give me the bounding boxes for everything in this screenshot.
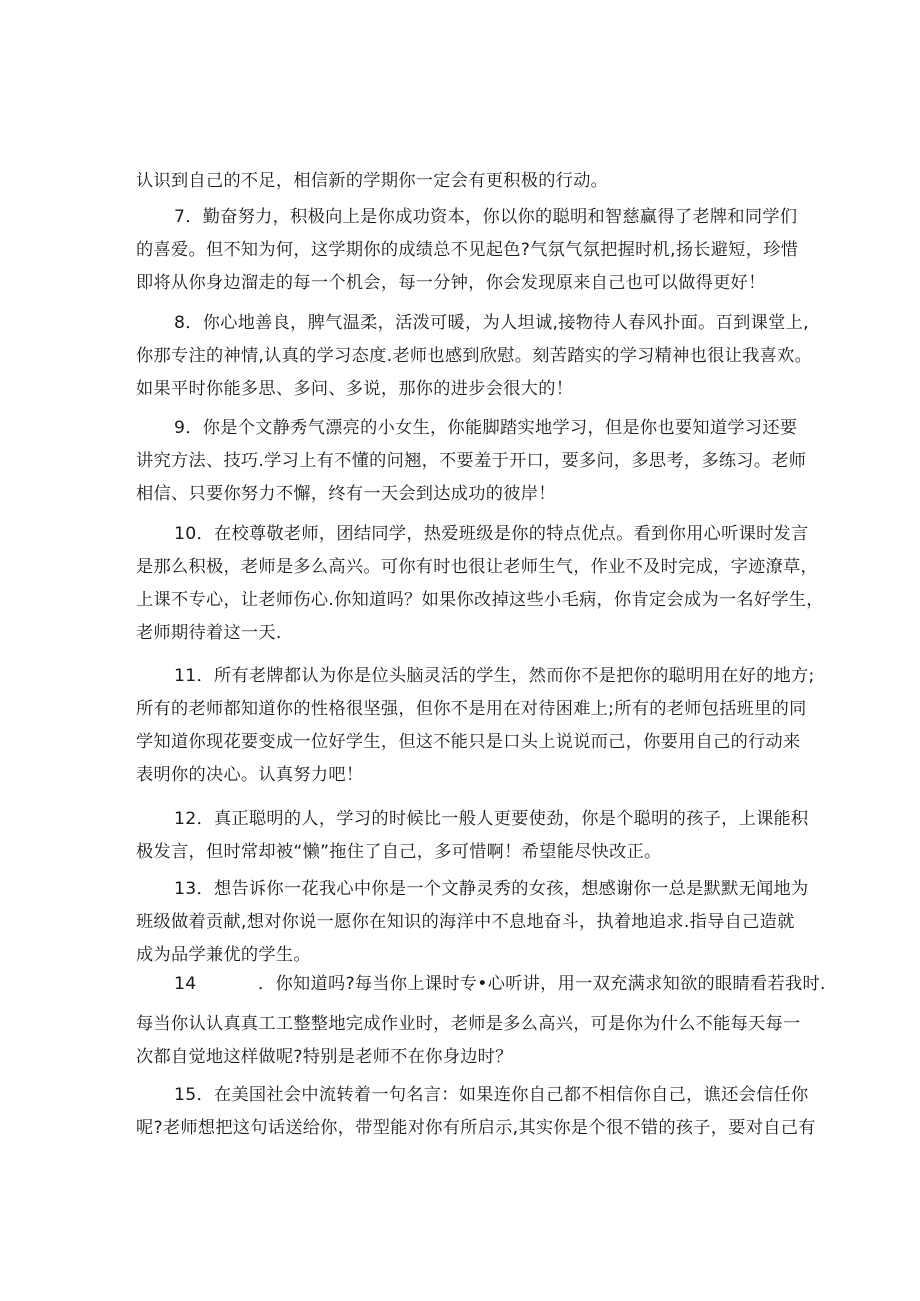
text-line: 极发言，但时常却被“懒”拖住了自己，多可惜啊！希望能尽快改正。 (136, 842, 662, 862)
paragraph-7 (136, 201, 799, 300)
text-line: 上课不专心，让老师伤心.你知道吗？如果你改掉这些小毛病，你肯定会成为一名好学生， (136, 590, 824, 610)
text-line: 相信、只要你努力不懈，终有一天会到达成功的彼岸！ (136, 484, 556, 504)
text-line: 13．想告诉你一花我心中你是一个文静灵秀的女孩，想感谢你一总是默默无闻地为 (174, 879, 809, 899)
text-line: 12．真正聪明的人，学习的时候比一般人更要使劲，你是个聪明的孩子，上课能积 (174, 809, 809, 829)
text-line: 你那专注的神情,认真的学习态度.老师也感到欣慰。刻苦踏实的学习精神也很让我喜欢。 (136, 346, 813, 366)
paragraph-8 (136, 307, 813, 406)
text-line: 8．你心地善良，脾气温柔，活泼可暖，为人坦诚,接物待人春风扑面。百到课堂上, (174, 313, 809, 333)
text-line: 是那么积极，老师是多么高兴。可你有时也很让老师生气，作业不及时完成，字迹潦草， (136, 557, 819, 577)
text-line: 老师期待着这一天. (136, 623, 282, 643)
text-line: 如果平时你能多思、多问、多说，那你的进步会很大的！ (136, 379, 574, 399)
text-line: 次都自觉地这样做呢?特别是老师不在你身边时？ (136, 1047, 513, 1067)
text-line: 10．在校尊敬老师，团结同学，热爱班级是你的特点优点。看到你用心听课时发言 (174, 524, 809, 544)
text-line: 9．你是个文静秀气漂亮的小女生，你能脚踏实地学习，但是你也要知道学习还要 (174, 418, 798, 438)
text-line: 11．所有老牌都认为你是位头脑灵活的学生，然而你不是把你的聪明用在好的地方; (174, 666, 815, 686)
text-line: 表明你的决心。认真努力吧！ (136, 765, 364, 785)
paragraph-11 (136, 660, 815, 792)
paragraph-10 (136, 518, 824, 650)
text-line: 成为品学兼优的学生。 (136, 945, 311, 965)
paragraph-6-continuation (136, 165, 788, 198)
text-line: 讲究方法、技巧.学习上有不懂的问翘，不要羞于开口，要多问，多思考，多练习。老师 (136, 451, 807, 471)
text-line: 即将从你身边溜走的每一个机会，每一分钟，你会发现原来自己也可以做得更好！ (136, 273, 766, 293)
text-line: 每当你认认真真工工整整地完成作业时，老师是多么高兴，可是你为什么不能每天每一 (136, 1014, 801, 1034)
text-line: 认识到自己的不足，相信新的学期你一定会有更积极的行动。 (136, 171, 609, 191)
text-line: 的喜爱。但不知为何，这学期你的成绩总不见起色?气氛气氛把握时机,扬长避短，珍惜 (136, 240, 799, 260)
text-line: 呢?老师想把这句话送给你，带型能对你有所启示,其实你是个很不错的孩子，要对自己有 (136, 1118, 816, 1138)
item-number: 14 (174, 974, 197, 994)
paragraph-14 (136, 1008, 801, 1074)
paragraph-9 (136, 412, 807, 511)
paragraph-15 (136, 1079, 816, 1145)
text-line: 15．在美国社会中流转着一句名言：如果连你自己都不相信你自己，谯还会信任你 (174, 1085, 809, 1105)
text-line: 所有的老师都知道你的性格很坚强，但你不是用在对待困难上;所有的老师包括班里的同 (136, 699, 807, 719)
paragraph-14-first-line (136, 968, 826, 1001)
text-line (136, 968, 826, 1001)
text-line: 学知道你现花要变成一位好学生，但这不能只是口头上说说而己，你要用自己的行动来 (136, 732, 801, 752)
paragraph-13 (136, 873, 809, 965)
text-line: 班级做着贡献,想对你说一愿你在知识的海洋中不息地奋斗，执着地追求.指导自己造就 (136, 912, 795, 932)
text-line: 7．勤奋努力，积极向上是你成功资本，你以你的聪明和智慈赢得了老牌和同学们 (174, 207, 798, 227)
paragraph-12 (136, 803, 809, 869)
item-text: ．你知道吗?每当你上课时专•心听讲，用一双充满求知欲的眼睛看若我时. (258, 974, 826, 994)
